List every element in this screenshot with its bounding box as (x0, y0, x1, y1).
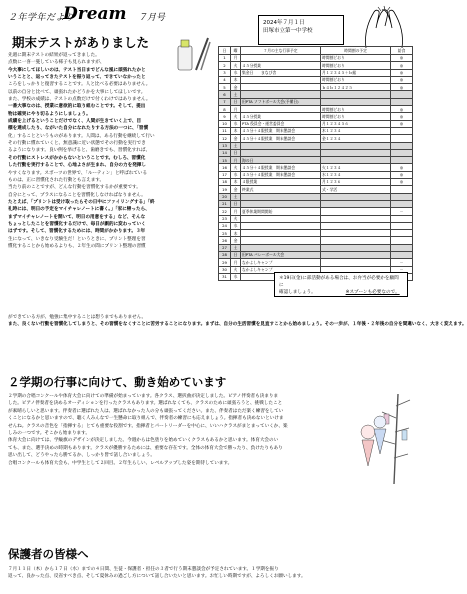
notice-line-2: 確認しましょう。 (279, 290, 346, 295)
text-line: ２学期の合唱コンクールや体育大会に向けての準備が始まっています。各クラス、選択曲が決定しました。ピアノ伴奏者も決まりま (8, 394, 279, 399)
text-line: ものは、正に習慣化された行動とも言えます。 (8, 177, 105, 183)
school-name: 田塚市立第一中学校 (263, 28, 313, 34)
schedule-event: ４５分＋４限授業 期末懇談会 (241, 127, 321, 134)
schedule-lunch: ◎ (391, 120, 413, 127)
header-day: 日 (219, 47, 231, 55)
schedule-weekday: 火 (231, 113, 241, 120)
notice-spoon-reminder: ※スプーンも必要なので。 (345, 290, 400, 295)
text-line: しみの一つです。そこから始まります。 (8, 431, 90, 437)
text-line: 体育大会に向けては、学級旗のデザインが決定しました。今週からは色塗りを始めていくクラスもあるかと思います。体育大会のい (8, 438, 279, 444)
schedule-event: ４限授業 (241, 179, 321, 186)
guardian-section-body (8, 566, 412, 581)
schedule-timetable (321, 193, 391, 200)
schedule-row (219, 62, 413, 69)
issue-date: 2024年７月１日 (263, 20, 305, 26)
schedule-weekday: 月 (231, 106, 241, 113)
text-line: ができている方が、勉強に集中することは想うまでもありません。 (8, 315, 147, 320)
schedule-row (219, 127, 413, 134)
schedule-timetable (321, 230, 391, 237)
schedule-event: なかよしキャンプ (241, 259, 321, 266)
text-line: 返って、良かった点、反省すべき点、そして夏休みの過ごし方について話し合いたいと思います。お忙しい時期ですが、よろしくお願いします。 (8, 574, 306, 580)
text-line: その行動に慣れていくと、無意識に近い状態でその行動を実行でき (8, 141, 146, 147)
text-line: 当たり前のことですが、どんな行動を習慣化するかが重要です。 (8, 185, 141, 191)
schedule-timetable (321, 200, 391, 207)
schedule-weekday: 火 (231, 215, 241, 222)
schedule-weekday: 火 (231, 164, 241, 171)
text-line: 生になって、いきなり受験生だ！というときに、プリント整理を習 (8, 236, 146, 242)
schedule-lunch (391, 200, 413, 207)
schedule-day: 12 (219, 135, 231, 142)
schedule-event: 集金日 まなび舎 (241, 69, 321, 76)
schedule-event: ４５分＋４限授業 期末懇談会 (241, 135, 321, 142)
schedule-event: ４５分授業 (241, 62, 321, 69)
text-line: また、学校の成績は、テストの点数だけで付くわけではありません。 (8, 97, 151, 103)
schedule-row (219, 84, 413, 91)
schedule-timetable: 水１２３４ (321, 171, 391, 178)
exam-section-body-continued (8, 314, 467, 329)
schedule-event (241, 106, 321, 113)
text-line: 一番大事なのは、授業に意欲的に取り組むことです。そして、提出 (8, 104, 146, 110)
schedule-lunch: ◎ (391, 164, 413, 171)
schedule-weekday: 金 (231, 135, 241, 142)
schedule-day: 11 (219, 127, 231, 134)
text-line: 礼時には、明日の予定をマイチャレノートに書く。」「家に帰ったら、 (8, 207, 150, 213)
schedule-weekday: 日 (231, 98, 241, 105)
schedule-event: ４５分授業 (241, 113, 321, 120)
schedule-day: 28 (219, 252, 231, 259)
schedule-timetable (321, 237, 391, 244)
schedule-timetable (321, 259, 391, 266)
guardian-section-title: 保護者の皆様へ (8, 547, 89, 561)
exam-section-title: 期末テストがありました (12, 35, 150, 50)
schedule-event: PTA 役員会・運営委員会 (241, 120, 321, 127)
schedule-lunch: － (391, 208, 413, 215)
schedule-timetable (321, 91, 391, 98)
schedule-timetable (321, 208, 391, 215)
schedule-weekday: 木 (231, 230, 241, 237)
schedule-lunch (391, 215, 413, 222)
schedule-day: 31 (219, 273, 231, 280)
schedule-day: 14 (219, 149, 231, 156)
schedule-day: 17 (219, 171, 231, 178)
schedule-weekday: 火 (231, 62, 241, 69)
schedule-timetable: 式・学活 (321, 186, 391, 193)
schedule-lunch (391, 127, 413, 134)
schedule-weekday: 土 (231, 193, 241, 200)
schedule-timetable (321, 142, 391, 149)
schedule-lunch: ◎ (391, 171, 413, 178)
event-section-body (8, 393, 353, 467)
text-line: 慣化することから始めるよりも、２年生の間にプリント整理の習慣 (8, 243, 146, 249)
text-line: 成績を上げるということだけでなく、人間が生きていく上で、目 (8, 119, 142, 125)
schedule-day: 1 (219, 55, 231, 62)
schedule-row (219, 55, 413, 62)
schedule-day: 30 (219, 266, 231, 273)
schedule-row (219, 259, 413, 266)
event-section-title: ２学期の行事に向けて、動き始めています (8, 375, 227, 389)
schedule-row (219, 157, 413, 164)
schedule-day: 2 (219, 62, 231, 69)
schedule-lunch: ◎ (391, 62, 413, 69)
text-line: その行動にストレスがかからないということです。むしろ、習慣化 (8, 155, 146, 161)
schedule-event: 終業式 (241, 186, 321, 193)
schedule-row (219, 208, 413, 215)
schedule-weekday: 日 (231, 252, 241, 259)
schedule-day: 13 (219, 142, 231, 149)
schedule-event (241, 244, 321, 251)
schedule-day: 10 (219, 120, 231, 127)
schedule-weekday: 土 (231, 91, 241, 98)
schedule-lunch (391, 135, 413, 142)
schedule-lunch (391, 244, 413, 251)
schedule-timetable (321, 157, 391, 164)
schedule-day: 18 (219, 179, 231, 186)
text-line: した。ピアノ伴奏者を決めるオーディションを行ったクラスもあります。選ばれなくても、クラスのために頑張ろうと、挑戦したこと (8, 401, 283, 407)
schedule-timetable (321, 98, 391, 105)
schedule-event: ４５分＋４限授業 期末懇談会 (241, 164, 321, 171)
text-line: ころをしっかりと復習することです。人と比べる必要はありません。 (8, 82, 151, 88)
schedule-event (241, 193, 321, 200)
text-line: るようになります。良い例を挙げると、歯磨きでも、習慣化すれば、 (8, 148, 151, 154)
schedule-weekday: 水 (231, 69, 241, 76)
schedule-row (219, 91, 413, 98)
text-line: 先週に期末テストの結果が返ってきました。 (8, 53, 100, 58)
schedule-weekday: 金 (231, 84, 241, 91)
schedule-day: 22 (219, 208, 231, 215)
schedule-lunch (391, 252, 413, 259)
schedule-weekday: 土 (231, 142, 241, 149)
schedule-day: 7 (219, 98, 231, 105)
schedule-event (241, 200, 321, 207)
schedule-event: 田PTA バレーボール大会 (241, 252, 321, 259)
schedule-weekday: 日 (231, 149, 241, 156)
schedule-row (219, 186, 413, 193)
text-line: ても、また、選手決めの時期もあります。クラスが優勝するためには、重要な存在です。全体の体育大会で勝ったり、負けたりもあり (8, 445, 283, 451)
schedule-row (219, 164, 413, 171)
schedule-lunch: ◎ (391, 76, 413, 83)
schedule-row (219, 237, 413, 244)
text-line: はずです。そして、習慣化するためには、時間がかかります。３年 (8, 229, 146, 235)
newsletter-month: ７月号 (138, 13, 166, 23)
schedule-lunch: ◎ (391, 69, 413, 76)
schedule-row (219, 120, 413, 127)
schedule-row (219, 76, 413, 83)
text-line: いうことと、返ってきたテストを振り返って、できていなかったと (8, 75, 146, 81)
schedule-timetable: 木１２３４ (321, 127, 391, 134)
text-line: 標を達成したり、ながいた自分になれたりする方法の一つに、「習慣 (8, 126, 149, 132)
schedule-lunch (391, 186, 413, 193)
schedule-day: 24 (219, 222, 231, 229)
schedule-event (241, 142, 321, 149)
schedule-day: 25 (219, 230, 231, 237)
schedule-event (241, 84, 321, 91)
text-line: 以前の自分と比べて、頑張れたかどうかを大事にしてほしいです。 (8, 89, 146, 95)
schedule-row (219, 106, 413, 113)
schedule-timetable: 月１２３６ (321, 179, 391, 186)
schedule-event: ４５分＋４限授業 期末懇談会 (241, 171, 321, 178)
schedule-timetable (321, 244, 391, 251)
schedule-header-row (219, 47, 413, 55)
schedule-event (241, 55, 321, 62)
schedule-row (219, 230, 413, 237)
schedule-lunch (391, 157, 413, 164)
schedule-event (241, 149, 321, 156)
header-lunch: 給食 (391, 47, 413, 55)
schedule-timetable: 時間割どおり (321, 62, 391, 69)
text-line: 物は確実にやり切るようにしましょう。 (8, 111, 91, 117)
text-line: ちょっとしたことを習慣化するだけで、毎日が劇的に変わっていく (8, 221, 146, 227)
schedule-day: 26 (219, 237, 231, 244)
text-line: 今大事にしてほしいのは、テスト当日までどんな風に頑張れたかと (8, 67, 146, 73)
schedule-timetable: 時間割どおり (321, 55, 391, 62)
schedule-lunch: ◎ (391, 106, 413, 113)
header-weekday: 曜 (231, 47, 241, 55)
schedule-row (219, 113, 413, 120)
schedule-weekday: 水 (231, 120, 241, 127)
schedule-day: 19 (219, 186, 231, 193)
schedule-weekday: 火 (231, 266, 241, 273)
schedule-timetable: 時間割どおり (321, 106, 391, 113)
club-lunch-notice (274, 272, 408, 297)
text-line: 合唱コンクールも体育大会も、中学生として２回目。２年生らしい、レベルアップした姿を期待しています。 (8, 460, 233, 466)
header-events: ７月の主な行事予定 (241, 47, 321, 55)
tanabata-illustration (354, 392, 414, 486)
schedule-event (241, 91, 321, 98)
schedule-row (219, 222, 413, 229)
schedule-row (219, 215, 413, 222)
schedule-row (219, 135, 413, 142)
schedule-lunch (391, 149, 413, 156)
schedule-lunch: ◎ (391, 179, 413, 186)
schedule-weekday: 木 (231, 179, 241, 186)
schedule-row (219, 200, 413, 207)
text-line: した行動を実行することで、心地よさが生まれ、自分の力を発揮し (8, 163, 146, 169)
schedule-day: 9 (219, 113, 231, 120)
schedule-weekday: 金 (231, 237, 241, 244)
schedule-timetable: 火１２３４ (321, 164, 391, 171)
july-schedule-table (218, 46, 412, 281)
schedule-timetable: 月１２３４５６ (321, 120, 391, 127)
schedule-event: 田PTA ソフトボール大会(予備日) (241, 98, 321, 105)
schedule-row (219, 98, 413, 105)
schedule-row (219, 179, 413, 186)
schedule-timetable: 月１２３４５＋ｂ総 (321, 69, 391, 76)
schedule-event: 海の日 (241, 157, 321, 164)
schedule-event (241, 222, 321, 229)
schedule-timetable (321, 222, 391, 229)
schedule-day: 16 (219, 164, 231, 171)
text-line: たとえば、「プリントは受け取ったらその日中にファイリングする」「終 (8, 199, 155, 205)
schedule-weekday: 水 (231, 171, 241, 178)
schedule-timetable (321, 252, 391, 259)
text-line: ７月１１日（木）から１７日（水）までの４日間、生徒・保護者・担任の３者で行う期末懇談会が予定されています。１学期を振り (8, 567, 279, 572)
schedule-day: 20 (219, 193, 231, 200)
schedule-row (219, 69, 413, 76)
text-line: まずマイチャレノートを開いて、明日の用意をする」など、そんな (8, 214, 146, 220)
schedule-lunch (391, 230, 413, 237)
schedule-event (241, 76, 321, 83)
schedule-row (219, 252, 413, 259)
schedule-lunch: ◎ (391, 84, 413, 91)
notice-line-1: ＊19日(金)に部活動がある場合は、お弁当が必要かを顧問に (279, 276, 399, 288)
date-school-box (258, 15, 344, 45)
text-line: 自分にとって、プラスになることを習慣化しなければなりません。 (8, 192, 146, 198)
schedule-weekday: 月 (231, 208, 241, 215)
schedule-event (241, 215, 321, 222)
schedule-day: 5 (219, 84, 231, 91)
schedule-weekday: 月 (231, 157, 241, 164)
schedule-lunch (391, 193, 413, 200)
text-line: また、良くない行動を習慣化してしまうと、その習慣をなくすことに苦労することになります。まずは、自分の生活習慣を見直すことから始めましょう。その一歩が、１年後・２年後の自分を間違いなく、大きく変えます。 (8, 322, 467, 328)
schedule-timetable (321, 149, 391, 156)
schedule-event: なかよしキャンプ (241, 266, 321, 273)
schedule-event: 夏季休業期間開始 (241, 208, 321, 215)
schedule-day: 4 (219, 76, 231, 83)
text-line: 化」することというものがあります。人間は、ある行動を継続して行い (8, 133, 155, 139)
newsletter-title: ２年学年だより (8, 13, 75, 23)
schedule-day: 21 (219, 200, 231, 207)
newsletter-brand: Dream (63, 4, 127, 24)
schedule-day: 29 (219, 259, 231, 266)
schedule-event (241, 237, 321, 244)
schedule-lunch (391, 98, 413, 105)
schedule-timetable: 時間割どおり (321, 76, 391, 83)
schedule-weekday: 月 (231, 55, 241, 62)
schedule-day: 6 (219, 91, 231, 98)
schedule-lunch: ◎ (391, 55, 413, 62)
text-line: くことになるかと思いますので、聴く人みんなで一生懸命に取り組んで、伴奏者の練習にも応えましょう。指揮者も決めないといけま (8, 416, 284, 422)
schedule-timetable: ｂ４ｂ１２４２５ (321, 84, 391, 91)
schedule-weekday: 水 (231, 222, 241, 229)
schedule-event (241, 230, 321, 237)
schedule-day: 8 (219, 106, 231, 113)
schedule-lunch (391, 142, 413, 149)
schedule-lunch: － (391, 266, 413, 273)
schedule-timetable: 金１２３４ (321, 135, 391, 142)
schedule-day: 15 (219, 157, 231, 164)
schedule-weekday: 月 (231, 259, 241, 266)
header-timetable: 時間割の予定 (321, 47, 391, 55)
schedule-weekday: 日 (231, 200, 241, 207)
schedule-lunch (391, 222, 413, 229)
schedule-row (219, 142, 413, 149)
schedule-row (219, 171, 413, 178)
text-line: 思い出して、どうやったら勝てるか、しっかり皆で話し合いましょう。 (8, 453, 155, 459)
schedule-lunch: － (391, 259, 413, 266)
schedule-weekday: 水 (231, 273, 241, 280)
schedule-lunch: ◎ (391, 113, 413, 120)
schedule-weekday: 土 (231, 244, 241, 251)
schedule-weekday: 木 (231, 76, 241, 83)
text-line: が素晴らしいと思います。伴奏者に選ばれた人は、選ばれなかった人の分も頑張ってください。また、伴奏者はただ楽く練習をしてい (8, 408, 284, 414)
schedule-day: 3 (219, 69, 231, 76)
schedule-timetable (321, 215, 391, 222)
schedule-lunch (391, 91, 413, 98)
schedule-timetable: 時間割どおり (321, 113, 391, 120)
exam-section-body (8, 52, 213, 250)
schedule-day: 23 (219, 215, 231, 222)
schedule-day: 27 (219, 244, 231, 251)
schedule-row (219, 244, 413, 251)
schedule-weekday: 木 (231, 127, 241, 134)
schedule-lunch (391, 237, 413, 244)
schedule-weekday: 金 (231, 186, 241, 193)
text-line: せんね。クラスの音色を「指揮する」とても重要な役割です。指揮者とパートリーダーを中心に、いいハクラスがまとまっていくか、楽 (8, 423, 288, 429)
schedule-row (219, 193, 413, 200)
text-line: やすくなります。スポーツの世界で、「ルーティン」と呼ばれている (8, 170, 148, 176)
text-line: 点数に一喜一憂している様子も見られますが、 (8, 60, 105, 66)
hands-illustration (356, 4, 412, 50)
schedule-row (219, 149, 413, 156)
